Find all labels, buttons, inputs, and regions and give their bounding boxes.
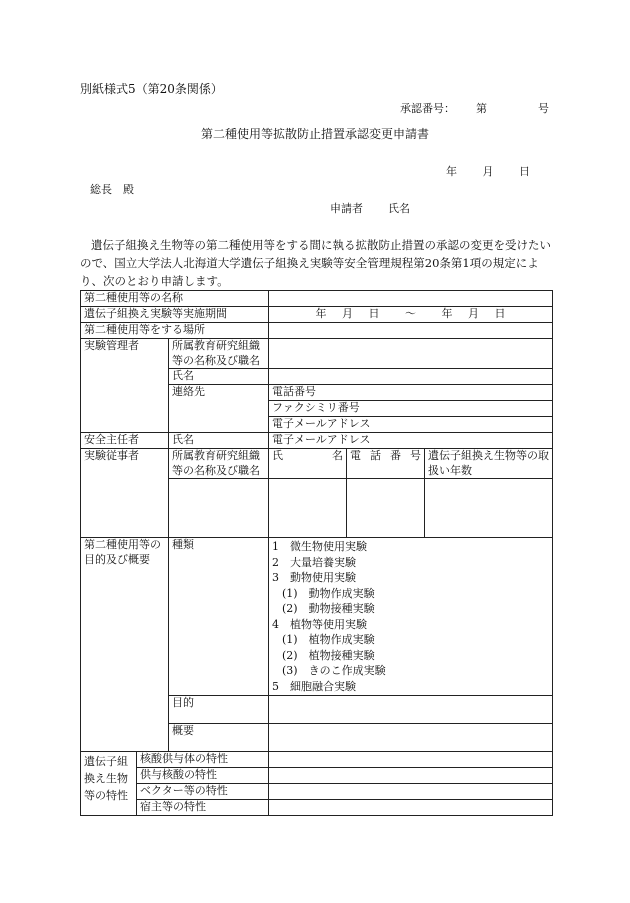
objective-field[interactable] xyxy=(269,696,553,724)
option-animal[interactable]: 3 動物使用実験 xyxy=(272,571,357,584)
purpose-kind-label: 種類 xyxy=(169,538,269,696)
workers-years-header: 遺伝子組換え生物等の取扱い年数 xyxy=(425,449,553,479)
option-mushroom-creation[interactable]: (3) きのこ作成実験 xyxy=(282,664,386,677)
place-field[interactable] xyxy=(269,323,553,339)
usage-name-field[interactable] xyxy=(269,291,553,307)
option-cell-fusion[interactable]: 5 細胞融合実験 xyxy=(272,679,357,693)
application-form-table xyxy=(80,290,553,816)
workers-name-char-b: 名 xyxy=(332,449,344,462)
row-trait-vector xyxy=(81,784,553,800)
option-mass-culture[interactable]: 2 大量培養実験 xyxy=(272,555,357,569)
option-plant-creation[interactable]: (1) 植物作成実験 xyxy=(282,633,375,646)
donor-trait-field[interactable] xyxy=(269,752,553,768)
workers-affiliation-header: 所属教育研究組織等の名称及び職名 xyxy=(169,449,269,479)
approval-label: 承認番号： xyxy=(400,102,455,115)
workers-name-header xyxy=(269,449,347,479)
option-animal-creation[interactable]: (1) 動物作成実験 xyxy=(282,586,375,600)
safety-email-field[interactable]: 電子メールアドレス xyxy=(269,433,553,449)
period-day: 日 xyxy=(368,307,380,320)
safety-name-label: 氏名 xyxy=(169,433,269,449)
manager-phone-field[interactable]: 電話番号 xyxy=(269,385,553,401)
workers-phone-char-b: 話 xyxy=(370,449,382,462)
overview-label: 概要 xyxy=(169,724,269,752)
approval-number xyxy=(400,100,549,116)
row-manager-affiliation xyxy=(81,339,553,369)
manager-affiliation-label: 所属教育研究組織等の名称及び職名 xyxy=(169,339,269,369)
page-title: 第二種使用等拡散防止措置承認変更申請書 xyxy=(200,127,429,141)
vector-trait-field[interactable] xyxy=(269,784,553,800)
workers-phone-header xyxy=(347,449,425,479)
manager-contact-label: 連絡先 xyxy=(169,385,269,433)
objective-label: 目的 xyxy=(169,696,269,724)
period-end-year: 年 xyxy=(441,307,453,320)
addressee: 総長 殿 xyxy=(90,183,134,196)
workers-name-field[interactable] xyxy=(269,479,347,538)
donor-trait-label: 核酸供与体の特性 xyxy=(137,752,269,768)
row-trait-donated xyxy=(81,768,553,784)
host-trait-label: 宿主等の特性 xyxy=(137,800,269,816)
form-number: 別紙様式5（第20条関係） xyxy=(80,82,223,96)
period-year: 年 xyxy=(315,307,327,320)
purpose-kind-options xyxy=(269,538,553,696)
overview-field[interactable] xyxy=(269,724,553,752)
manager-fax-field[interactable]: ファクシミリ番号 xyxy=(269,401,553,417)
period-end-month: 月 xyxy=(468,307,480,320)
row-trait-donor xyxy=(81,752,553,768)
period-field[interactable] xyxy=(269,307,553,323)
row-workers-header xyxy=(81,449,553,479)
row-place xyxy=(81,323,553,339)
approval-prefix: 第 xyxy=(476,102,487,115)
period-end-day: 日 xyxy=(494,307,506,320)
row-safety-officer xyxy=(81,433,553,449)
workers-phone-char-c: 番 xyxy=(390,449,402,462)
manager-email-field[interactable]: 電子メールアドレス xyxy=(269,417,553,433)
option-plant[interactable]: 4 植物等使用実験 xyxy=(272,617,368,631)
manager-name-field[interactable] xyxy=(269,369,553,385)
option-plant-inoculation[interactable]: (2) 植物接種実験 xyxy=(282,648,375,662)
manager-affiliation-field[interactable] xyxy=(269,339,553,369)
workers-phone-char-a: 電 xyxy=(350,449,362,462)
row-usage-name xyxy=(81,291,553,307)
workers-name-char-a: 氏 xyxy=(272,449,284,462)
option-animal-inoculation[interactable]: (2) 動物接種実験 xyxy=(282,602,375,615)
application-statement: 遺伝子組換え生物等の第二種使用等をする間に執る拡散防止措置の承認の変更を受けたいので、国立大学法人北海道大学遺伝子組換え実験等安全管理規程第20条第1項の規定により、次のとおり申請します。 xyxy=(80,238,551,288)
workers-phone-field[interactable] xyxy=(347,479,425,538)
applicant-line xyxy=(330,200,410,216)
date-year: 年 xyxy=(446,165,457,178)
manager-label: 実験管理者 xyxy=(81,339,169,433)
workers-phone-char-d: 号 xyxy=(410,449,422,462)
approval-suffix: 号 xyxy=(538,102,549,115)
place-label: 第二種使用等をする場所 xyxy=(81,323,269,339)
donated-trait-field[interactable] xyxy=(269,768,553,784)
row-period xyxy=(81,307,553,323)
purpose-label: 第二種使用等の目的及び概要 xyxy=(81,538,169,752)
period-label: 遺伝子組換え実験等実施期間 xyxy=(81,307,269,323)
period-month: 月 xyxy=(342,307,354,320)
usage-name-label: 第二種使用等の名称 xyxy=(81,291,269,307)
manager-name-label: 氏名 xyxy=(169,369,269,385)
row-purpose-kind xyxy=(81,538,553,696)
host-trait-field[interactable] xyxy=(269,800,553,816)
vector-trait-label: ベクター等の特性 xyxy=(137,784,269,800)
applicant-label: 申請者 xyxy=(330,202,363,215)
traits-label: 遺伝子組換え生物等の特性 xyxy=(81,752,137,816)
option-microbe[interactable]: 1 微生物使用実験 xyxy=(272,540,368,553)
workers-label: 実験従事者 xyxy=(81,449,169,538)
workers-affiliation-field[interactable] xyxy=(169,479,269,538)
safety-officer-label: 安全主任者 xyxy=(81,433,169,449)
date-day: 日 xyxy=(519,165,530,178)
workers-years-field[interactable] xyxy=(425,479,553,538)
date-month: 月 xyxy=(482,165,494,178)
applicant-name-label: 氏名 xyxy=(388,202,410,215)
row-trait-host xyxy=(81,800,553,816)
period-tilde: ～ xyxy=(405,307,417,320)
donated-trait-label: 供与核酸の特性 xyxy=(137,768,269,784)
date-line xyxy=(446,163,530,179)
